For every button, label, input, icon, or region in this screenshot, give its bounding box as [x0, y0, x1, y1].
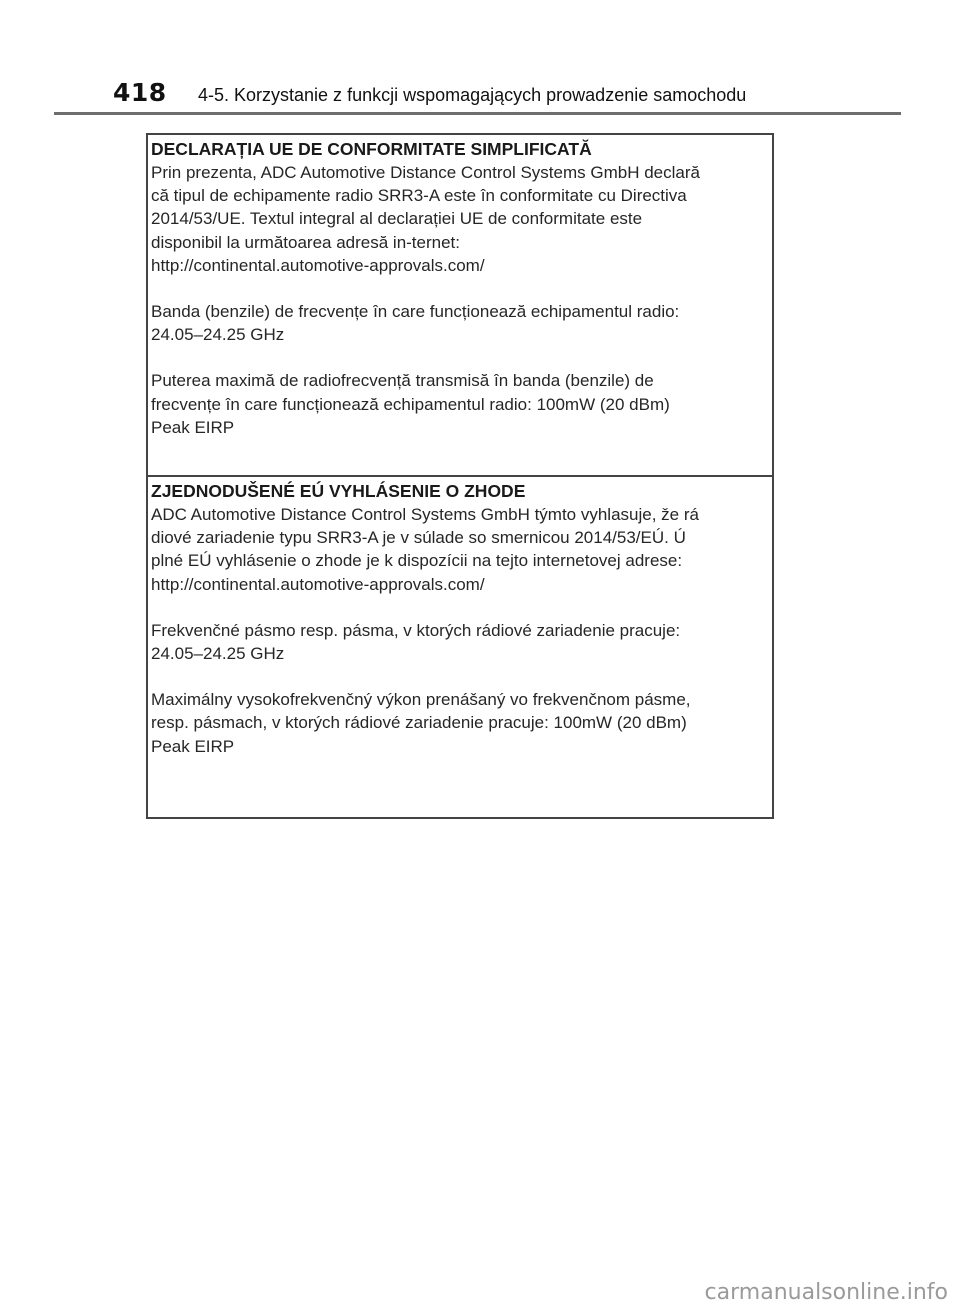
- declaration-section-romanian: [151, 139, 771, 462]
- header-rule: [54, 112, 901, 115]
- text-line: Peak EIRP: [151, 417, 235, 437]
- text-line: Prin prezenta, ADC Automotive Distance Control Systems GmbH declară: [151, 163, 700, 182]
- page-header: [0, 0, 960, 120]
- text-line: frecvențe în care funcționează echipamentul radio: 100mW (20 dBm): [151, 394, 670, 414]
- text-line: diové zariadenie typu SRR3-A je v súlade so smernicou 2014/53/EÚ. Ú: [151, 528, 686, 548]
- text-line: Banda (benzile) de frecvențe în care funcționează echipamentul radio:: [151, 302, 680, 322]
- text-line: disponibil la următoarea adresă in-ternet:: [151, 232, 461, 252]
- section-title: 4-5. Korzystanie z funkcji wspomagających prowadzenie samochodu: [198, 85, 747, 105]
- declaration-section-slovak: [151, 481, 771, 781]
- text-line: 24.05–24.25 GHz: [151, 644, 285, 664]
- text-line: Frekvenčné pásmo resp. pásma, v ktorých rádiové zariadenie pracuje:: [151, 620, 681, 640]
- paragraph: [151, 161, 771, 277]
- text-line: 24.05–24.25 GHz: [151, 325, 285, 345]
- section-divider: [148, 475, 772, 477]
- section-body: [151, 161, 771, 439]
- paragraph: [151, 369, 771, 439]
- text-line: ADC Automotive Distance Control Systems GmbH týmto vyhlasuje, že rá: [151, 505, 699, 524]
- watermark: carmanualsonline.info: [704, 1280, 948, 1305]
- section-body: [151, 503, 771, 758]
- paragraph: [151, 300, 771, 346]
- page-number: 418: [113, 78, 167, 107]
- section-heading: DECLARAȚIA UE DE CONFORMITATE SIMPLIFICATĂ: [151, 139, 592, 159]
- text-line: resp. pásmach, v ktorých rádiové zariadenie pracuje: 100mW (20 dBm): [151, 713, 687, 733]
- text-line: Peak EIRP: [151, 736, 235, 756]
- section-heading: ZJEDNODUŠENÉ EÚ VYHLÁSENIE O ZHODE: [151, 481, 526, 501]
- paragraph: [151, 688, 771, 758]
- text-line: Puterea maximă de radiofrecvență transmisă în banda (benzile) de: [151, 371, 654, 391]
- text-line: plné EÚ vyhlásenie o zhode je k dispozícii na tejto internetovej adrese:: [151, 551, 683, 571]
- paragraph: [151, 619, 771, 665]
- text-line: http://continental.automotive-approvals.com/: [151, 574, 485, 594]
- declaration-box: [146, 133, 774, 819]
- text-line: http://continental.automotive-approvals.com/: [151, 255, 485, 275]
- text-line: Maximálny vysokofrekvenčný výkon prenášaný vo frekvenčnom pásme,: [151, 690, 691, 710]
- text-line: că tipul de echipamente radio SRR3-A este în conformitate cu Directiva: [151, 186, 687, 206]
- paragraph: [151, 503, 771, 596]
- text-line: 2014/53/UE. Textul integral al declarației UE de conformitate este: [151, 209, 643, 229]
